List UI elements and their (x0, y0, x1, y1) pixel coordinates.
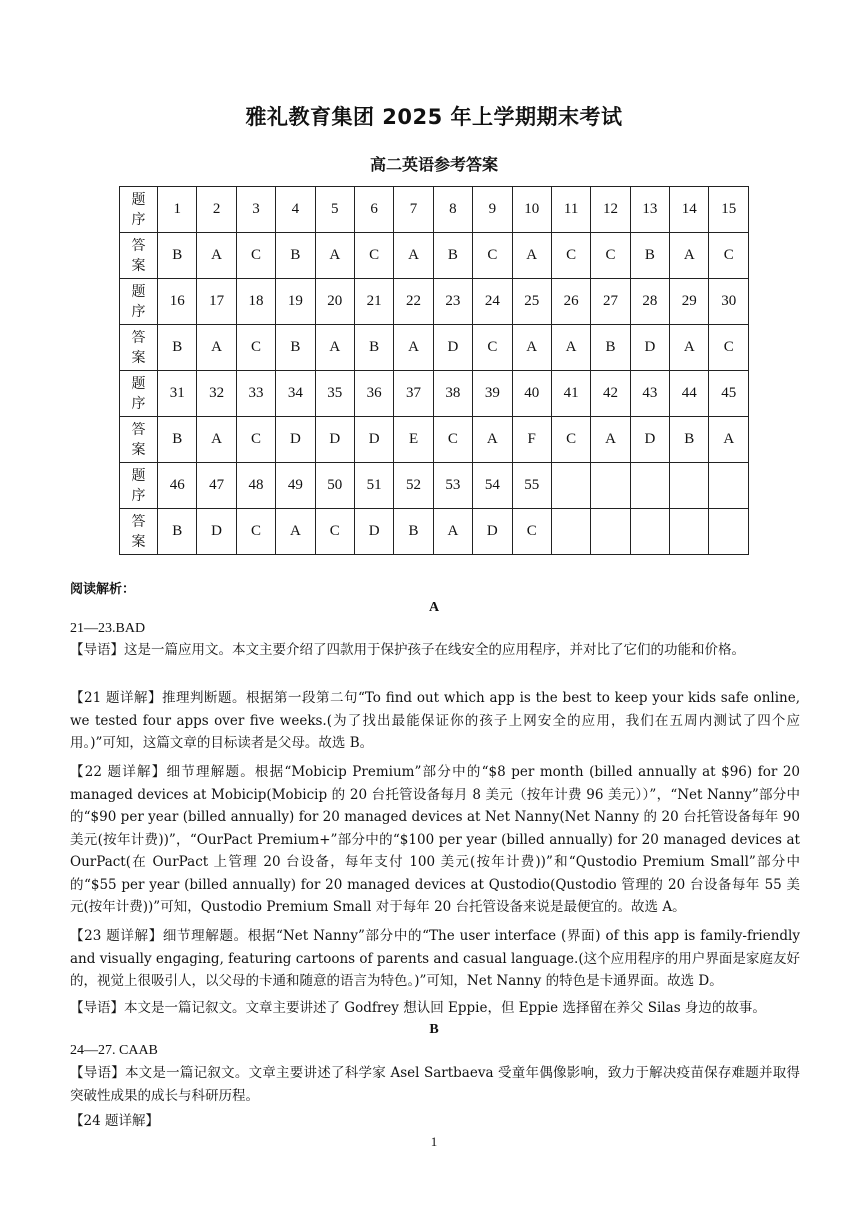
question-number-cell: 29 (670, 279, 709, 325)
question-number-cell (709, 463, 749, 509)
answer-cell: A (394, 233, 433, 279)
section-a-letter: A (428, 600, 440, 615)
question-number-cell: 22 (394, 279, 433, 325)
answer-cell: C (709, 325, 749, 371)
question-22-explanation: 【22 题详解】细节理解题。根据“Mobicip Premium”部分中的“$8 per month (billed annually at $96) for 20 managed devices at Mobicip(Mobicip 的 20 台托管设备每月 8 美元（按年计费 96 美元））”，“Net Nanny”部分中的“$90 per year (billed annually) for 20 managed devices at Net Nanny(Net Nanny 的 20 台托管设备每年 90 美元(按年计费))”，“OurPact Premium+”部分中的“$100 per year (billed annually) for 20 managed devices at OurPact(在 OurPact 上管理 20 台设备，每年支付 100 美元(按年计费))”和“Qustodio Premium Small”部分中的“$55 per year (billed annually) for 20 managed devices at Qustodio(Qustodio 管理的 20 台设备每年 55 美元(按年计费))”可知，Qustodio Premium Small 对于每年 20 台托管设备来说是最便宜的。故选 A。 (70, 764, 800, 915)
document-title: 雅礼教育集团 2025 年上学期期末考试 (245, 105, 623, 129)
row-label-number: 题 序 (120, 371, 158, 417)
answer-cell: A (512, 233, 551, 279)
question-number-cell: 25 (512, 279, 551, 325)
question-number-cell: 53 (433, 463, 472, 509)
question-number-cell: 33 (236, 371, 275, 417)
section-b-letter: B (429, 1022, 439, 1037)
answer-cell: A (197, 325, 236, 371)
section-b-answer-range: 24—27. CAAB (70, 1043, 158, 1058)
question-24-explanation: 【24 题详解】 (70, 1113, 159, 1129)
answer-cell: F (512, 417, 551, 463)
answer-cell (551, 509, 590, 555)
question-number-cell: 6 (354, 187, 393, 233)
question-number-cell: 27 (591, 279, 630, 325)
question-number-cell: 14 (670, 187, 709, 233)
question-number-cell: 45 (709, 371, 749, 417)
answer-cell: C (512, 509, 551, 555)
question-number-row (120, 187, 749, 233)
answer-cell: C (236, 325, 275, 371)
question-number-cell (630, 463, 669, 509)
answer-cell: E (394, 417, 433, 463)
answer-cell: A (315, 325, 354, 371)
answer-cell: D (473, 509, 512, 555)
answer-row (120, 509, 749, 555)
answer-cell (670, 509, 709, 555)
answer-cell: C (591, 233, 630, 279)
page-number: 1 (430, 1134, 438, 1149)
question-number-cell: 37 (394, 371, 433, 417)
answer-cell: A (197, 417, 236, 463)
question-number-row (120, 279, 749, 325)
answer-cell: C (236, 233, 275, 279)
question-number-cell: 16 (158, 279, 197, 325)
question-number-cell: 39 (473, 371, 512, 417)
question-number-cell: 30 (709, 279, 749, 325)
answer-cell: C (433, 417, 472, 463)
question-number-cell: 41 (551, 371, 590, 417)
answer-cell: B (158, 417, 197, 463)
answer-cell: A (276, 509, 315, 555)
question-number-cell: 50 (315, 463, 354, 509)
answer-cell (630, 509, 669, 555)
question-number-cell: 32 (197, 371, 236, 417)
answer-cell: B (158, 233, 197, 279)
question-number-cell (551, 463, 590, 509)
question-number-cell: 17 (197, 279, 236, 325)
question-number-cell: 21 (354, 279, 393, 325)
question-number-row (120, 463, 749, 509)
question-number-cell: 11 (551, 187, 590, 233)
question-number-cell: 7 (394, 187, 433, 233)
answer-cell: A (670, 325, 709, 371)
question-number-cell: 8 (433, 187, 472, 233)
question-number-cell: 3 (236, 187, 275, 233)
question-number-cell: 52 (394, 463, 433, 509)
row-label-answer: 答 案 (120, 233, 158, 279)
question-number-cell: 48 (236, 463, 275, 509)
question-number-cell: 19 (276, 279, 315, 325)
answer-cell: C (236, 417, 275, 463)
row-label-answer: 答 案 (120, 509, 158, 555)
answer-row (120, 233, 749, 279)
row-label-number: 题 序 (120, 279, 158, 325)
question-number-cell: 1 (158, 187, 197, 233)
question-number-cell: 26 (551, 279, 590, 325)
answer-cell: A (197, 233, 236, 279)
question-number-cell: 40 (512, 371, 551, 417)
answer-cell: C (473, 233, 512, 279)
question-number-cell: 5 (315, 187, 354, 233)
answer-cell: B (158, 509, 197, 555)
question-number-cell: 42 (591, 371, 630, 417)
answer-cell: C (473, 325, 512, 371)
answer-cell: C (354, 233, 393, 279)
question-number-cell: 9 (473, 187, 512, 233)
question-number-cell: 13 (630, 187, 669, 233)
section-a-extra-guide: 【导语】本文是一篇记叙文。文章主要讲述了 Godfrey 想认回 Eppie，但 Eppie 选择留在养父 Silas 身边的故事。 (70, 1000, 766, 1016)
question-number-cell: 51 (354, 463, 393, 509)
question-number-cell: 44 (670, 371, 709, 417)
question-number-cell: 15 (709, 187, 749, 233)
answer-cell: B (630, 233, 669, 279)
answer-cell: B (158, 325, 197, 371)
question-number-cell: 36 (354, 371, 393, 417)
question-number-cell: 23 (433, 279, 472, 325)
question-number-cell (670, 463, 709, 509)
question-21-explanation: 【21 题详解】推理判断题。根据第一段第二句“To find out which app is the best to keep your kids safe online, we tested four apps over five weeks.(为了找出最能保证你的孩子上网安全的应用，我们在五周内测试了四个应用。)”可知，这篇文章的目标读者是父母。故选 B。 (70, 690, 800, 751)
row-label-number: 题 序 (120, 463, 158, 509)
question-number-cell: 12 (591, 187, 630, 233)
answer-cell: C (709, 233, 749, 279)
answer-cell: D (276, 417, 315, 463)
question-number-cell: 18 (236, 279, 275, 325)
answer-cell: B (354, 325, 393, 371)
answer-cell: D (354, 509, 393, 555)
answer-cell: B (394, 509, 433, 555)
question-number-cell: 24 (473, 279, 512, 325)
answer-cell: A (473, 417, 512, 463)
answer-cell: B (670, 417, 709, 463)
question-number-cell: 2 (197, 187, 236, 233)
question-number-cell: 46 (158, 463, 197, 509)
reading-analysis-label: 阅读解析： (70, 582, 136, 597)
answer-row (120, 417, 749, 463)
answer-cell: A (315, 233, 354, 279)
answer-cell: D (630, 417, 669, 463)
answer-cell: A (551, 325, 590, 371)
answer-cell (709, 509, 749, 555)
answer-cell: D (630, 325, 669, 371)
answer-cell: B (276, 325, 315, 371)
question-number-cell: 34 (276, 371, 315, 417)
row-label-answer: 答 案 (120, 325, 158, 371)
section-b-guide: 【导语】本文是一篇记叙文。文章主要讲述了科学家 Asel Sartbaeva 受童年偶像影响，致力于解决疫苗保存难题并取得突破性成果的成长与科研历程。 (70, 1065, 800, 1104)
question-number-cell: 38 (433, 371, 472, 417)
question-23-explanation: 【23 题详解】细节理解题。根据“Net Nanny”部分中的“The user interface (界面) of this app is family-friendly and visually engaging, featuring cartoons of parents and casual language.(这个应用程序的用户界面是家庭友好的，视觉上很吸引人，以父母的卡通和随意的语言为特色。)”可知，Net Nanny 的特色是卡通界面。故选 D。 (70, 928, 800, 989)
answer-cell: D (315, 417, 354, 463)
answer-cell: A (591, 417, 630, 463)
answer-cell: A (394, 325, 433, 371)
answer-cell (591, 509, 630, 555)
answer-cell: C (551, 233, 590, 279)
row-label-answer: 答 案 (120, 417, 158, 463)
answer-cell: C (236, 509, 275, 555)
answer-cell: C (315, 509, 354, 555)
question-number-cell: 31 (158, 371, 197, 417)
question-number-cell: 49 (276, 463, 315, 509)
row-label-number: 题 序 (120, 187, 158, 233)
question-number-cell: 4 (276, 187, 315, 233)
answer-row (120, 325, 749, 371)
answer-cell: B (276, 233, 315, 279)
answer-cell: C (551, 417, 590, 463)
question-number-row (120, 371, 749, 417)
answer-cell: B (591, 325, 630, 371)
answer-cell: A (433, 509, 472, 555)
question-number-cell: 35 (315, 371, 354, 417)
question-number-cell: 20 (315, 279, 354, 325)
answer-cell: B (433, 233, 472, 279)
question-number-cell: 47 (197, 463, 236, 509)
question-number-cell: 10 (512, 187, 551, 233)
answer-cell: D (433, 325, 472, 371)
question-number-cell (591, 463, 630, 509)
answer-cell: A (512, 325, 551, 371)
question-number-cell: 43 (630, 371, 669, 417)
question-number-cell: 28 (630, 279, 669, 325)
answer-cell: A (670, 233, 709, 279)
section-a-guide: 【导语】这是一篇应用文。本文主要介绍了四款用于保护孩子在线安全的应用程序，并对比了它们的功能和价格。 (70, 642, 745, 658)
answer-table (119, 186, 749, 555)
answer-cell: A (709, 417, 749, 463)
section-a-answer-range: 21—23.BAD (70, 621, 146, 636)
answer-cell: D (354, 417, 393, 463)
answer-cell: D (197, 509, 236, 555)
question-number-cell: 55 (512, 463, 551, 509)
document-subtitle: 高二英语参考答案 (369, 155, 498, 174)
question-number-cell: 54 (473, 463, 512, 509)
